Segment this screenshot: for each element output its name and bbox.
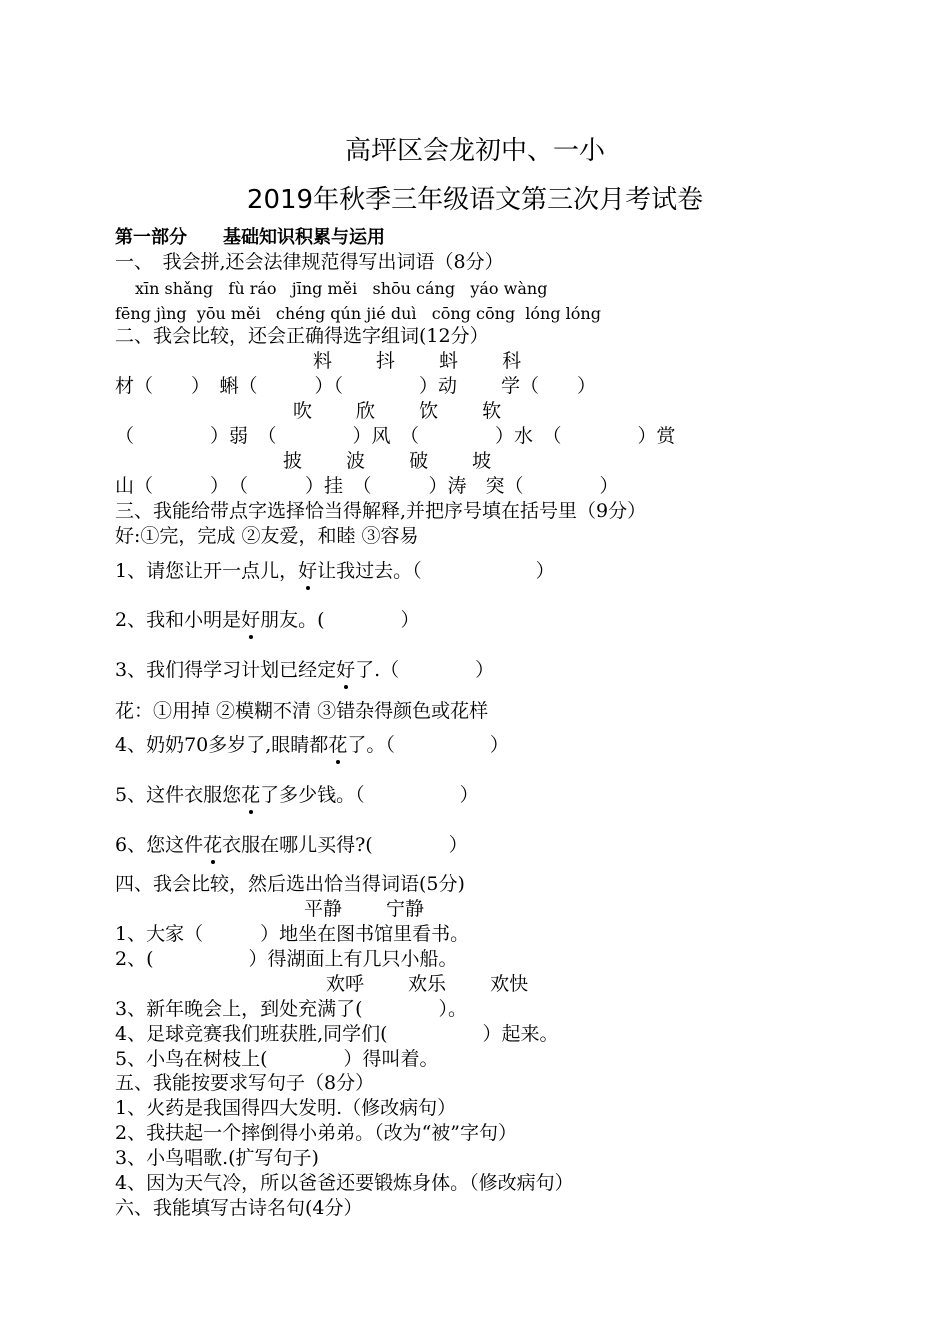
q4-word-choices-1: 平静 宁静 [304,898,425,920]
q3-sentence-3: 3、我们得学习计划已经定好了.（ ） [115,659,495,681]
q2-blank-row-1: 材（ ） 蝌（ ）（ ）动 学（ ） [115,375,597,397]
q2-heading: 二、我会比较，还会正确得选字组词(12分） [115,325,489,347]
dotted-char: 花 [241,784,261,806]
q3-definition-hua: 花：①用掉 ②模糊不清 ③错杂得颜色或花样 [115,700,489,722]
school-title: 高坪区会龙初中、一小 [344,136,605,166]
q4-heading: 四、我会比较，然后选出恰当得词语(5分) [115,873,465,895]
q2-blank-row-2: （ ）弱 （ ）风 （ ）水 （ ）赏 [115,425,676,447]
q3-heading: 三、我能给带点字选择恰当得解释,并把序号填在括号里（9分） [115,500,647,522]
exam-title: 2019年秋季三年级语文第三次月考试卷 [246,185,704,215]
q2-chars-row-1: 料 抖 蚪 科 [313,350,522,372]
q2-chars-row-3: 披 波 破 坡 [283,450,492,472]
dotted-char: 花 [328,734,348,756]
dotted-char: 好 [336,659,356,681]
q4-sentence-1: 1、大家（ ）地坐在图书馆里看书。 [115,923,470,945]
q5-sentence-3: 3、小鸟唱歌.(扩写句子) [115,1147,319,1169]
q5-sentence-2: 2、我扶起一个摔倒得小弟弟。（改为“被”字句） [115,1122,518,1144]
q4-sentence-5: 5、小鸟在树枝上( ）得叫着。 [115,1048,439,1070]
q5-sentence-4: 4、因为天气冷，所以爸爸还要锻炼身体。（修改病句） [115,1172,574,1194]
q3-sentence-4: 4、奶奶70多岁了,眼睛都花了。（ ） [115,734,509,756]
dotted-char: 好 [298,560,318,582]
dotted-char: 好 [241,609,261,631]
q4-sentence-2: 2、( ）得湖面上有几只小船。 [115,948,458,970]
q3-definition-hao: 好:①完，完成 ②友爱，和睦 ③容易 [115,525,419,547]
q1-pinyin-row-2: fēng jìng yōu měi chéng qún jié duì cōng cōng lóng lóng [115,304,601,323]
q2-chars-row-2: 吹 欣 饮 软 [293,400,502,422]
q4-sentence-3: 3、新年晚会上，到处充满了( ）。 [115,998,468,1020]
q3-sentence-5: 5、这件衣服您花了多少钱。（ ） [115,784,479,806]
q6-heading: 六、我能填写古诗名句(4分） [115,1197,363,1219]
q4-word-choices-2: 欢呼 欢乐 欢快 [326,973,529,995]
q1-heading: 一、 我会拼,还会法律规范得写出词语（8分） [115,251,504,273]
q4-sentence-4: 4、足球竞赛我们班获胜,同学们( ）起来。 [115,1023,559,1045]
q1-pinyin-row-1: xīn shǎng fù ráo jīng měi shōu cáng yáo wàng [135,279,548,298]
q3-sentence-2: 2、我和小明是好朋友。( ） [115,609,420,631]
q5-sentence-1: 1、火药是我国得四大发明.（修改病句） [115,1097,457,1119]
q3-sentence-1: 1、请您让开一点儿，好让我过去。（ ） [115,560,555,582]
q2-blank-row-3: 山（ ） （ ）挂 （ ）涛 突（ ） [115,475,619,497]
q3-sentence-6: 6、您这件花衣服在哪儿买得?( ） [115,834,468,856]
part1-heading: 第一部分 基础知识积累与运用 [115,227,385,248]
dotted-char: 花 [203,834,223,856]
q5-heading: 五、我能按要求写句子（8分） [115,1072,375,1094]
